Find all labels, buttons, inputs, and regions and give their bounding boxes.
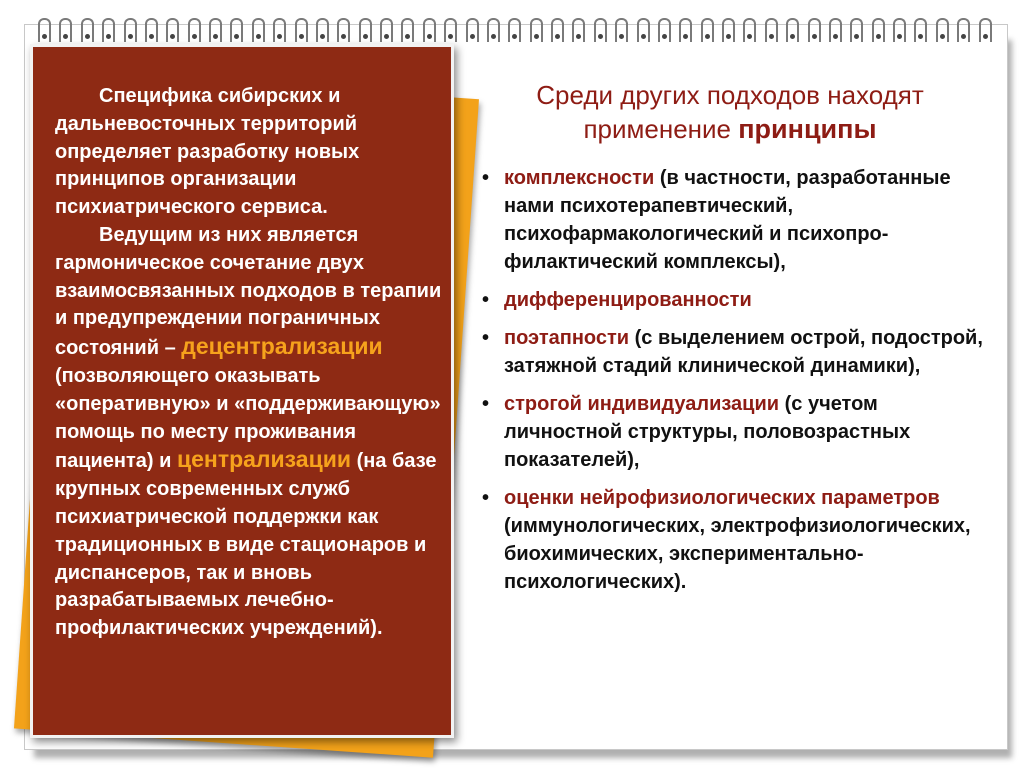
left-paragraph-2 bbox=[55, 222, 443, 643]
binding-ring bbox=[872, 18, 885, 42]
left-paragraph-2-start: Ведущим из них является гармоническое сочетание двух взаимосвязанных подходов в терапии и предупреждении пограничных состояний – bbox=[55, 223, 442, 360]
binding-ring bbox=[615, 18, 628, 42]
binding-ring bbox=[786, 18, 799, 42]
binding-ring bbox=[914, 18, 927, 42]
spiral-binding bbox=[24, 12, 1006, 48]
bullet-icon: • bbox=[482, 167, 490, 189]
binding-ring bbox=[252, 18, 265, 42]
binding-ring bbox=[979, 18, 992, 42]
binding-ring bbox=[273, 18, 286, 42]
left-paragraph-1: Специфика сибирских и дальневосточных территорий определяет разработку новых принципов организации психиатрического сервиса. bbox=[55, 85, 360, 219]
binding-ring bbox=[829, 18, 842, 42]
binding-ring bbox=[380, 18, 393, 42]
binding-ring bbox=[722, 18, 735, 42]
binding-ring bbox=[850, 18, 863, 42]
binding-ring bbox=[230, 18, 243, 42]
binding-ring bbox=[444, 18, 457, 42]
binding-ring bbox=[81, 18, 94, 42]
list-item bbox=[470, 164, 990, 276]
right-content bbox=[470, 78, 990, 606]
bullet-icon: • bbox=[482, 289, 490, 311]
binding-ring bbox=[466, 18, 479, 42]
binding-ring bbox=[59, 18, 72, 42]
bullet-icon: • bbox=[482, 327, 490, 349]
binding-ring bbox=[957, 18, 970, 42]
list-item-text: (с учетом личностной структуры, половозрастных показателей), bbox=[504, 393, 911, 471]
binding-ring bbox=[701, 18, 714, 42]
binding-ring bbox=[508, 18, 521, 42]
binding-ring bbox=[209, 18, 222, 42]
bullet-icon: • bbox=[482, 487, 490, 509]
title-line-2: применение bbox=[583, 114, 732, 144]
list-item-term: поэтапности bbox=[504, 327, 630, 349]
binding-ring bbox=[808, 18, 821, 42]
binding-ring bbox=[295, 18, 308, 42]
title-emphasis: принципы bbox=[738, 114, 877, 144]
binding-ring bbox=[359, 18, 372, 42]
list-item-term: комплексности bbox=[504, 167, 655, 189]
binding-ring bbox=[936, 18, 949, 42]
list-item bbox=[470, 390, 990, 474]
binding-ring bbox=[530, 18, 543, 42]
binding-ring bbox=[166, 18, 179, 42]
binding-ring bbox=[316, 18, 329, 42]
binding-ring bbox=[487, 18, 500, 42]
binding-ring bbox=[658, 18, 671, 42]
binding-ring bbox=[679, 18, 692, 42]
list-item-text: (в частности, разработанные нами психотерапевтический, психофармакологический и психопро-филактический комплексы), bbox=[504, 167, 951, 273]
binding-ring bbox=[637, 18, 650, 42]
binding-ring bbox=[38, 18, 51, 42]
binding-ring bbox=[423, 18, 436, 42]
highlight-decentralization: децентрализации bbox=[181, 333, 383, 360]
list-item bbox=[470, 286, 990, 314]
title-line-1: Среди других подходов находят bbox=[536, 80, 924, 110]
list-item bbox=[470, 324, 990, 380]
principles-list bbox=[470, 164, 990, 596]
list-item bbox=[470, 484, 990, 596]
binding-ring bbox=[124, 18, 137, 42]
list-item-term: дифференцированности bbox=[504, 289, 752, 311]
bullet-icon: • bbox=[482, 393, 490, 415]
binding-ring bbox=[743, 18, 756, 42]
binding-ring bbox=[337, 18, 350, 42]
binding-ring bbox=[102, 18, 115, 42]
left-paragraph-2-middle: (позволяющего оказывать «оперативную» и «поддерживающую» помощь по месту проживания пациента) и bbox=[55, 364, 441, 473]
list-item-term: оценки нейрофизиологических параметров bbox=[504, 487, 940, 509]
binding-ring bbox=[188, 18, 201, 42]
binding-ring bbox=[893, 18, 906, 42]
highlight-centralization: централизации bbox=[177, 446, 352, 473]
section-title bbox=[470, 78, 990, 146]
list-item-term: строгой индивидуализации bbox=[504, 393, 780, 415]
binding-ring bbox=[765, 18, 778, 42]
binding-ring bbox=[551, 18, 564, 42]
binding-ring bbox=[401, 18, 414, 42]
left-text-panel bbox=[30, 44, 454, 738]
binding-ring bbox=[594, 18, 607, 42]
list-item-text: (с выделением острой, подострой, затяжной стадий клинической динамики), bbox=[504, 327, 983, 377]
left-paragraph-2-end: (на базе крупных современных служб психиатрической поддержки как традиционных в виде стационаров и диспансеров, так и вновь разрабатываемых лечебно-профилактических учреждений). bbox=[55, 450, 437, 640]
list-item-text: (иммунологических, электрофизиологических, биохимических, экспериментально-психологических). bbox=[504, 515, 971, 593]
binding-ring bbox=[145, 18, 158, 42]
binding-ring bbox=[572, 18, 585, 42]
